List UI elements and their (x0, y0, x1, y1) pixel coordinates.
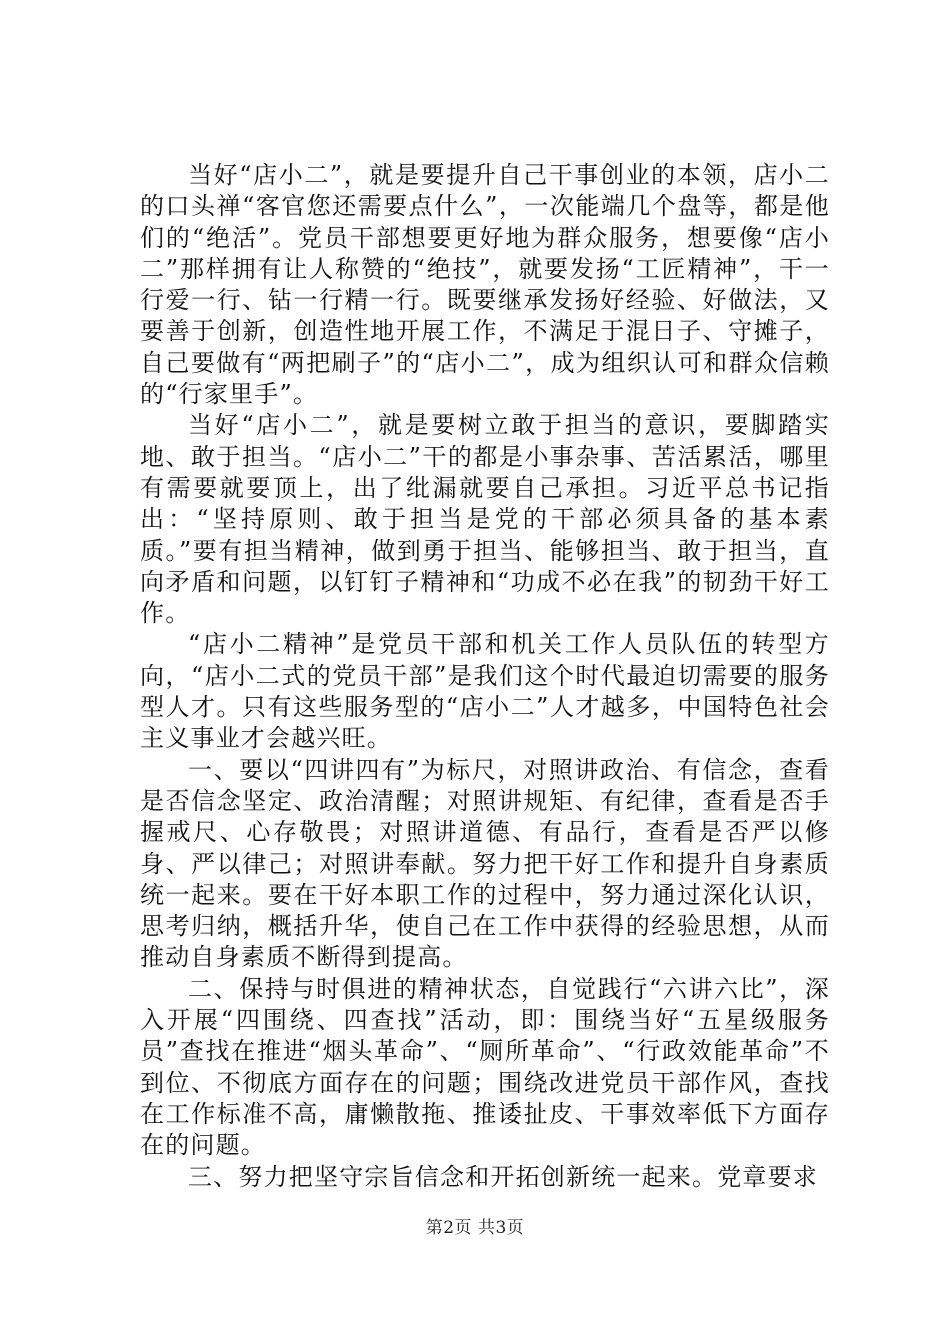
paragraph: 三、努力把坚守宗旨信念和开拓创新统一起来。党章要求 (188, 1162, 818, 1191)
page-footer-number: 第2页 共3页 (425, 1218, 525, 1238)
paragraph: 当好“店小二”，就是要提升自己干事创业的本领，店小二的口头禅“客官您还需要点什么”，一次能端几个盘等，都是他们的“绝活”。党员干部想要更好地为群众服务，想要像“店小二”那样拥有让人称赞的“绝技”，就要发扬“工匠精神”，干一行爱一行、钻一行精一行。既要继承发扬好经验、好做法，又要善于创新，创造性地开展工作，不满足于混日子、守摊子，自己要做有“两把刷子”的“店小二”，成为组织认可和群众信赖的“行家里手”。 (140, 161, 830, 409)
paragraph: 当好“店小二”，就是要树立敢于担当的意识，要脚踏实地、敢于担当。“店小二”干的都是小事杂事、苦活累活，哪里有需要就要顶上，出了纰漏就要自己承担。习近平总书记指出：“坚持原则、敢于担当是党的干部必须具备的基本素质。”要有担当精神，做到勇于担当、能够担当、敢于担当，直向矛盾和问题，以钉钉子精神和“功成不必在我”的韧劲干好工作。 (140, 411, 830, 628)
paragraph: “店小二精神”是党员干部和机关工作人员队伍的转型方向，“店小二式的党员干部”是我们这个时代最迫切需要的服务型人才。只有这些服务型的“店小二”人才越多，中国特色社会主义事业才会越兴旺。 (140, 630, 830, 753)
document-body (140, 160, 830, 1193)
paragraph: 一、要以“四讲四有”为标尺，对照讲政治、有信念，查看是否信念坚定、政治清醒；对照讲规矩、有纪律，查看是否手握戒尺、心存敬畏；对照讲道德、有品行，查看是否严以修身、严以律己；对照讲奉献。努力把干好工作和提升自身素质统一起来。要在干好本职工作的过程中，努力通过深化认识，思考归纳，概括升华，使自己在工作中获得的经验思想，从而推动自身素质不断得到提高。 (140, 755, 830, 972)
paragraph: 二、保持与时俱进的精神状态，自觉践行“六讲六比”，深入开展“四围绕、四查找”活动，即：围绕当好“五星级服务员”查找在推进“烟头革命”、“厕所革命”、“行政效能革命”不到位、不彻底方面存在的问题；围绕改进党员干部作风，查找在工作标准不高，庸懒散拖、推诿扯皮、干事效率低下方面存在的问题。 (140, 974, 830, 1160)
